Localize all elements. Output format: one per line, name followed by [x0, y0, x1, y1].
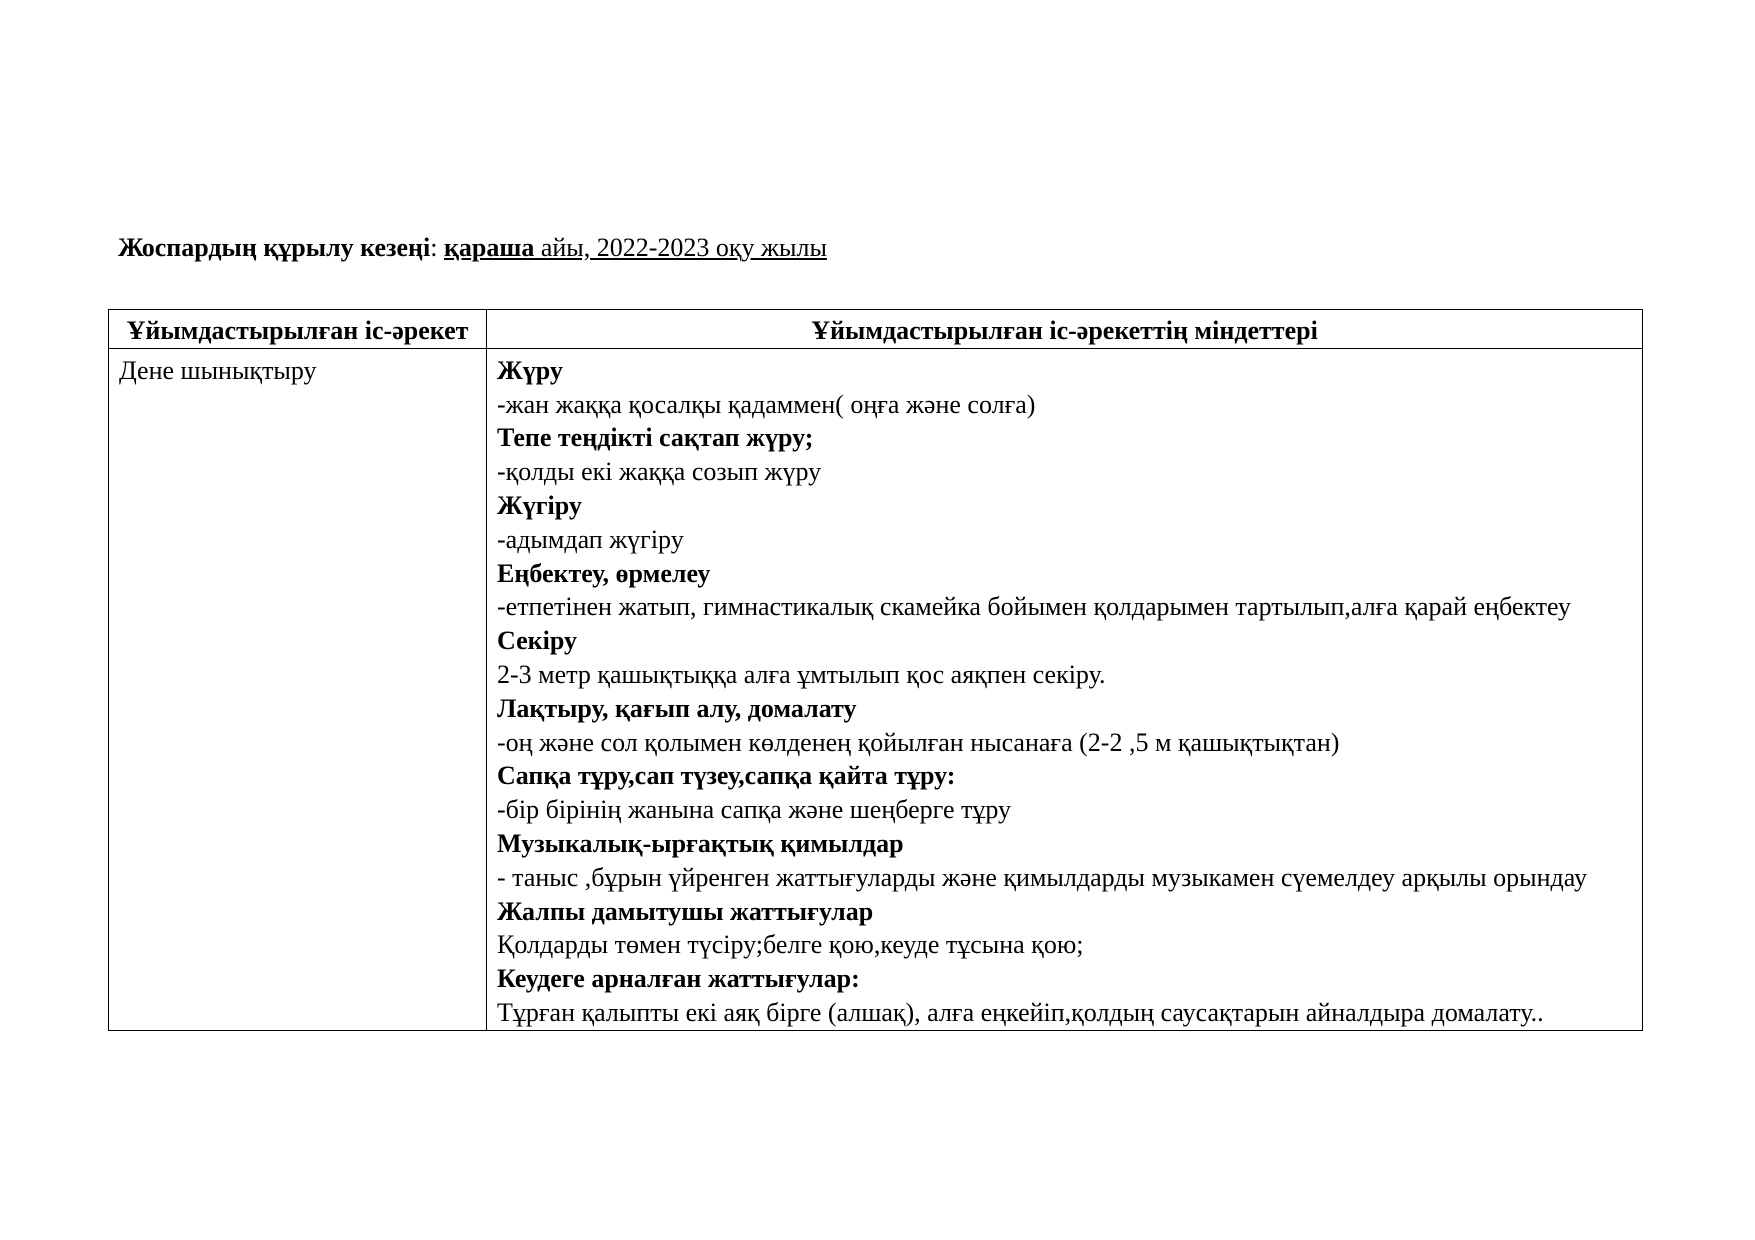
- task-text: Қолдарды төмен түсіру;белге қою,кеуде тұсына қою;: [497, 930, 1084, 960]
- plan-period-line: [118, 232, 827, 264]
- task-heading: Жүру: [497, 355, 563, 385]
- task-heading: Сапқа тұру,сап түзеу,сапқа қайта тұру:: [497, 761, 956, 791]
- task-heading: Жүгіру: [497, 490, 582, 520]
- task-heading: Еңбектеу, өрмелеу: [497, 558, 711, 588]
- tasks-cell: [487, 348, 1643, 1030]
- period-colon: :: [430, 233, 438, 262]
- table-header-row: [109, 310, 1643, 349]
- table-row: [109, 348, 1643, 1030]
- header-activity: Ұйымдастырылған іс-әрекет: [109, 310, 487, 349]
- task-text: -етпетінен жатып, гимнастикалық скамейка бойымен қолдарымен тартылып,алға қарай еңбектеу: [497, 592, 1571, 622]
- activity-cell: Дене шынықтыру: [109, 348, 487, 1030]
- task-text: -адымдап жүгіру: [497, 524, 684, 554]
- task-heading: Тепе теңдікті сақтап жүру;: [497, 423, 814, 453]
- task-text: Тұрған қалыпты екі аяқ бірге (алшақ), алға еңкейіп,қолдың саусақтарын айналдыра домалату..: [497, 997, 1544, 1027]
- task-text: - таныс ,бұрын үйренген жаттығуларды және қимылдарды музыкамен сүемелдеу арқылы орындау: [497, 862, 1587, 892]
- period-month: қараша: [443, 233, 535, 262]
- task-heading: Музыкалық-ырғақтық қимылдар: [497, 828, 904, 858]
- period-year: айы, 2022-2023 оқу жылы: [534, 233, 827, 262]
- header-tasks: Ұйымдастырылған іс-әрекеттің міндеттері: [487, 310, 1643, 349]
- task-heading: Жалпы дамытушы жаттығулар: [497, 896, 874, 926]
- task-text: -жан жаққа қосалқы қадаммен( оңға және солға): [497, 389, 1036, 419]
- task-heading: Кеудеге арналған жаттығулар:: [497, 964, 860, 994]
- plan-table: [108, 309, 1643, 1031]
- task-text: -қолды екі жаққа созып жүру: [497, 457, 822, 487]
- task-text: -бір бірінің жанына сапқа және шеңберге тұру: [497, 795, 1012, 825]
- task-heading: Секіру: [497, 626, 577, 656]
- task-text: -оң және сол қолымен көлденең қойылған нысанаға (2-2 ,5 м қашықтықтан): [497, 727, 1340, 757]
- task-text: 2-3 метр қашықтыққа алға ұмтылып қос аяқпен секіру.: [497, 659, 1106, 689]
- task-heading: Лақтыру, қағып алу, домалату: [497, 693, 857, 723]
- period-label: Жоспардың құрылу кезеңі: [118, 233, 431, 262]
